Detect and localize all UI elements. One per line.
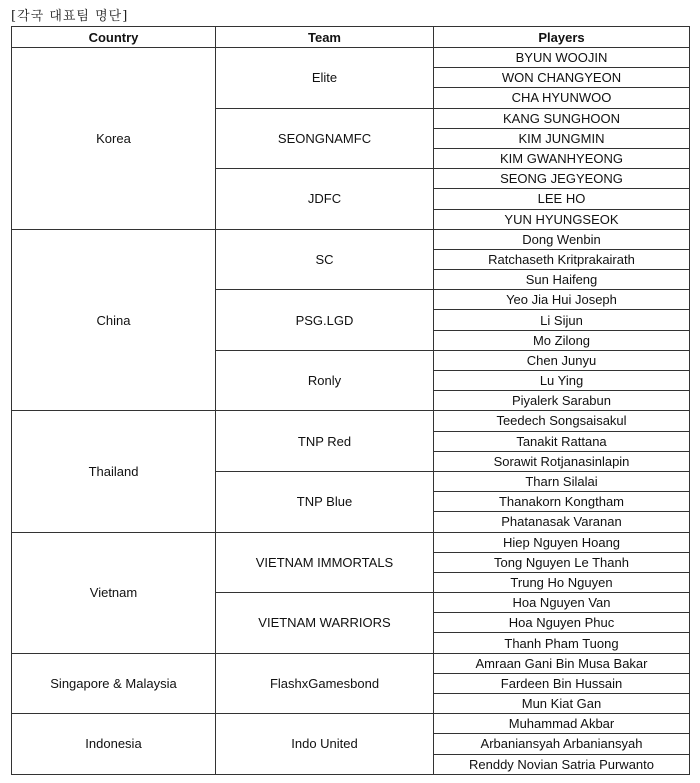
table-caption: [각국 대표팀 명단] [11, 9, 129, 24]
table-row [12, 532, 690, 552]
team-cell: TNP Blue [216, 471, 434, 532]
player-cell: Trung Ho Nguyen [434, 572, 690, 592]
country-cell: Indonesia [12, 714, 216, 775]
player-cell: Tharn Silalai [434, 471, 690, 491]
header-row [12, 27, 690, 48]
country-cell: China [12, 229, 216, 411]
team-cell: VIETNAM WARRIORS [216, 593, 434, 654]
team-cell: Elite [216, 48, 434, 109]
player-cell: Hoa Nguyen Phuc [434, 613, 690, 633]
player-cell: Phatanasak Varanan [434, 512, 690, 532]
table-row [12, 411, 690, 431]
player-cell: Teedech Songsaisakul [434, 411, 690, 431]
roster-table [11, 26, 690, 775]
player-cell: Mo Zilong [434, 330, 690, 350]
player-cell: Amraan Gani Bin Musa Bakar [434, 653, 690, 673]
player-cell: Dong Wenbin [434, 229, 690, 249]
player-cell: BYUN WOOJIN [434, 48, 690, 68]
player-cell: Li Sijun [434, 310, 690, 330]
player-cell: Hoa Nguyen Van [434, 593, 690, 613]
header-team: Team [216, 27, 434, 48]
player-cell: Thanakorn Kongtham [434, 492, 690, 512]
country-cell: Singapore & Malaysia [12, 653, 216, 714]
team-cell: PSG.LGD [216, 290, 434, 351]
player-cell: KIM JUNGMIN [434, 128, 690, 148]
player-cell: SEONG JEGYEONG [434, 169, 690, 189]
country-cell: Thailand [12, 411, 216, 532]
player-cell: Ratchaseth Kritprakairath [434, 249, 690, 269]
table-row [12, 653, 690, 673]
player-cell: Thanh Pham Tuong [434, 633, 690, 653]
team-cell: Indo United [216, 714, 434, 775]
player-cell: Muhammad Akbar [434, 714, 690, 734]
player-cell: Fardeen Bin Hussain [434, 673, 690, 693]
table-row [12, 48, 690, 68]
player-cell: Hiep Nguyen Hoang [434, 532, 690, 552]
player-cell: KIM GWANHYEONG [434, 148, 690, 168]
team-cell: Ronly [216, 350, 434, 411]
player-cell: Mun Kiat Gan [434, 694, 690, 714]
team-cell: SC [216, 229, 434, 290]
player-cell: Tong Nguyen Le Thanh [434, 552, 690, 572]
player-cell: Piyalerk Sarabun [434, 391, 690, 411]
player-cell: Lu Ying [434, 371, 690, 391]
table-row [12, 229, 690, 249]
team-cell: FlashxGamesbond [216, 653, 434, 714]
roster-body [12, 48, 690, 775]
player-cell: Sun Haifeng [434, 270, 690, 290]
player-cell: Sorawit Rotjanasinlapin [434, 451, 690, 471]
team-cell: JDFC [216, 169, 434, 230]
player-cell: KANG SUNGHOON [434, 108, 690, 128]
team-cell: TNP Red [216, 411, 434, 472]
player-cell: Yeo Jia Hui Joseph [434, 290, 690, 310]
player-cell: YUN HYUNGSEOK [434, 209, 690, 229]
player-cell: CHA HYUNWOO [434, 88, 690, 108]
header-country: Country [12, 27, 216, 48]
country-cell: Korea [12, 48, 216, 230]
player-cell: WON CHANGYEON [434, 68, 690, 88]
player-cell: Arbaniansyah Arbaniansyah [434, 734, 690, 754]
player-cell: LEE HO [434, 189, 690, 209]
player-cell: Renddy Novian Satria Purwanto [434, 754, 690, 774]
country-cell: Vietnam [12, 532, 216, 653]
table-row [12, 714, 690, 734]
team-cell: SEONGNAMFC [216, 108, 434, 169]
team-cell: VIETNAM IMMORTALS [216, 532, 434, 593]
header-players: Players [434, 27, 690, 48]
player-cell: Chen Junyu [434, 350, 690, 370]
player-cell: Tanakit Rattana [434, 431, 690, 451]
